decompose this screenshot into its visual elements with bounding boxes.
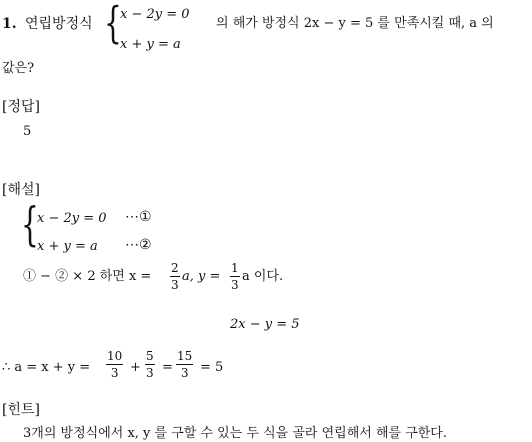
hint-text: 3개의 방정식에서 x, y 를 구할 수 있는 두 식을 골라 연립해서 해를 구한다. xyxy=(23,426,447,441)
solution-conclusion-prefix: ∴ a = x + y = xyxy=(2,360,91,375)
solution-fraction-x-denominator: 3 xyxy=(171,278,179,292)
solution-step-middle: a, y = xyxy=(182,269,221,284)
hint-label: [힌트] xyxy=(2,402,40,418)
solution-conclusion-fraction-3 xyxy=(176,350,193,379)
problem-equation-2: x + y = a xyxy=(120,37,181,52)
solution-conclusion-fraction-3-numerator: 15 xyxy=(177,349,193,363)
solution-conclusion-fraction-2-denominator: 3 xyxy=(146,366,154,380)
solution-conclusion-suffix: = 5 xyxy=(200,360,224,375)
problem-number: 1. xyxy=(2,16,17,32)
solution-conclusion-plus: + xyxy=(130,360,141,375)
problem-system-brace: { xyxy=(104,0,122,49)
solution-system-brace: { xyxy=(21,197,39,252)
solution-fraction-y-numerator: 1 xyxy=(231,261,239,275)
problem-text-middle: 의 해가 방정식 2x − y = 5 를 만족시킬 때, a 의 xyxy=(216,16,494,31)
problem-text-question: 값은? xyxy=(2,61,35,76)
solution-conclusion-fraction-3-denominator: 3 xyxy=(180,366,189,380)
problem-equation-1: x − 2y = 0 xyxy=(120,7,190,22)
solution-fraction-y-denominator: 3 xyxy=(231,278,239,292)
solution-fraction-x-numerator: 2 xyxy=(171,261,179,275)
solution-conclusion-equals: = xyxy=(162,360,173,375)
solution-equation-1-tag: ⋯① xyxy=(125,209,152,225)
solution-fraction-x xyxy=(170,262,180,291)
solution-center-equation: 2x − y = 5 xyxy=(230,317,300,332)
solution-equation-2-tag: ⋯② xyxy=(125,237,152,253)
solution-equation-1: x − 2y = 0 xyxy=(37,211,107,226)
answer-value: 5 xyxy=(23,124,32,139)
solution-step-prefix: ① − ② × 2 하면 x = xyxy=(23,269,152,284)
solution-step-suffix: a 이다. xyxy=(242,269,284,284)
problem-text-prefix: 연립방정식 xyxy=(25,16,93,32)
solution-conclusion-fraction-2-numerator: 5 xyxy=(146,349,154,363)
solution-conclusion-fraction-1-numerator: 10 xyxy=(107,349,123,363)
solution-conclusion-fraction-1 xyxy=(106,350,123,379)
solution-fraction-y xyxy=(230,262,240,291)
solution-conclusion-fraction-1-denominator: 3 xyxy=(110,366,119,380)
solution-conclusion-fraction-2 xyxy=(145,350,155,379)
solution-label: [해설] xyxy=(2,182,40,198)
solution-equation-2: x + y = a xyxy=(37,239,98,254)
answer-label: [정답] xyxy=(2,99,40,115)
